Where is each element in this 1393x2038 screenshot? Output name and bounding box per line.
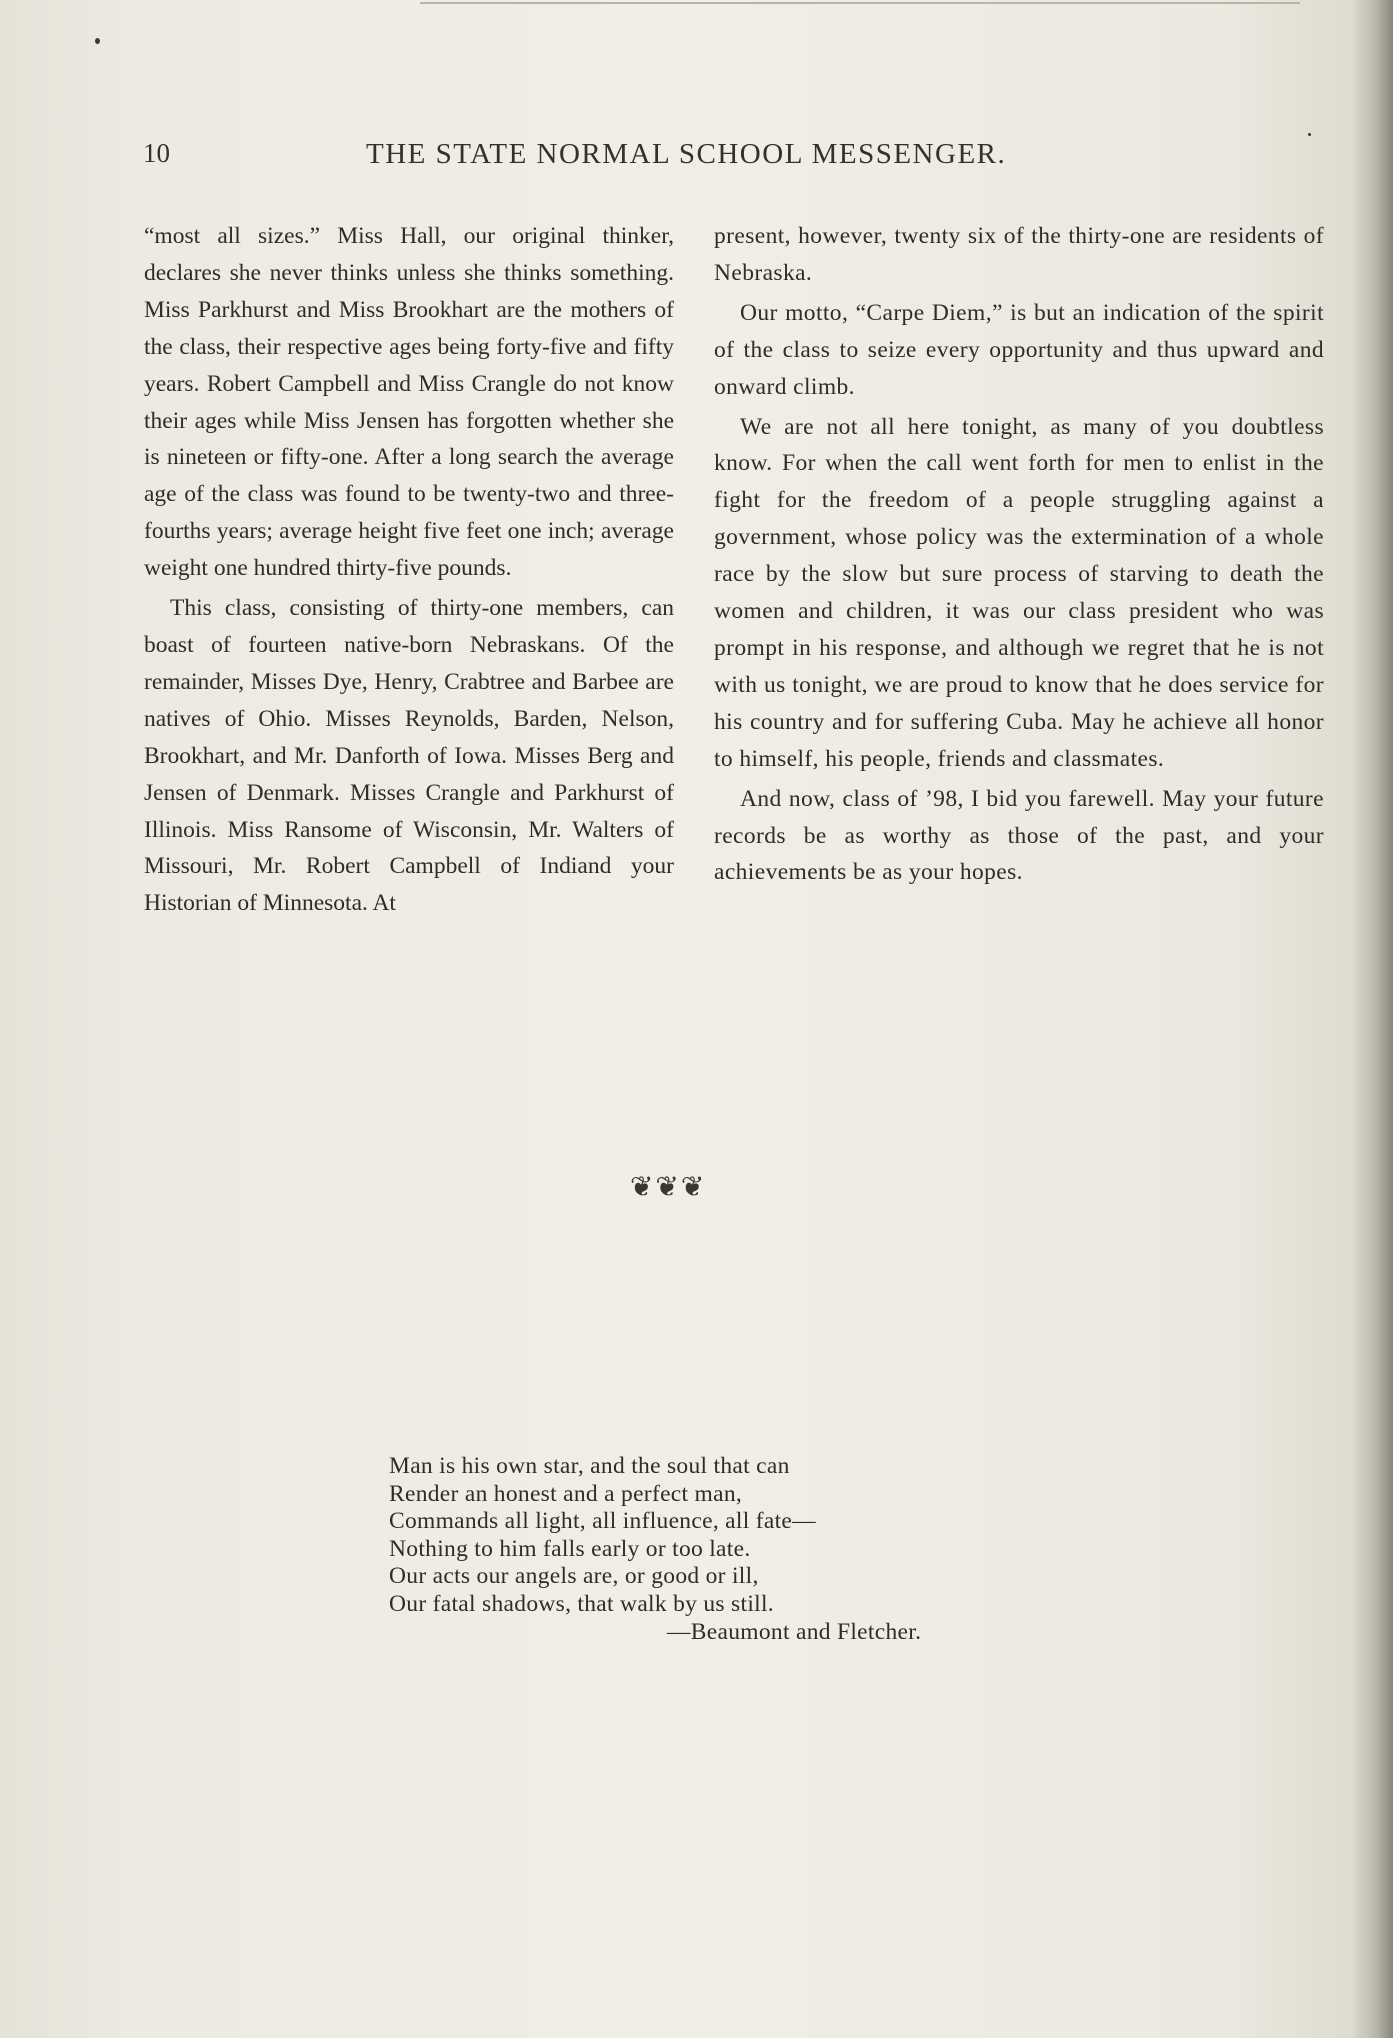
poem-line: Our acts our angels are, or good or ill, <box>389 1563 759 1590</box>
paragraph-farewell: And now, class of ’98, I bid you farewell. May your future records be as worthy as those of the past, and your achievements be as your hopes. <box>714 785 1324 886</box>
poem-line: Our fatal shadows, that walk by us still. <box>389 1590 774 1617</box>
poem-attribution: —Beaumont and Fletcher. <box>667 1618 922 1645</box>
paragraph: We are not all here tonight, as many of you doubtless know. For when the call went forth for men to enlist in the fight for the freedom of a people struggling against a government, whose policy was the extermination of a whole race by the slow but sure process of starving to death the women and children, it was our class president who was prompt in his response, and although we regret that he is not with us tonight, we are proud to know that he does service for his country and for suffering Cuba. May he achieve all honor to himself, his people, friends and classmates. <box>714 413 1324 772</box>
page-top-edge <box>420 2 1300 4</box>
poem-line: Commands all light, all influence, all fate— <box>389 1508 816 1535</box>
running-title: THE STATE NORMAL SCHOOL MESSENGER. <box>366 138 1007 170</box>
poem-line: Render an honest and a perfect man, <box>389 1480 743 1507</box>
page-right-edge-shadow <box>1351 0 1393 2038</box>
paragraph: present, however, twenty six of the thirty-one are residents of Nebraska. <box>714 223 1324 286</box>
page-number: 10 <box>143 138 170 168</box>
paragraph: “most all sizes.” Miss Hall, our original thinker, declares she never thinks unless she thinks something. Miss Parkhurst and Miss Brookhart are the mothers of the class, their respective ages being forty-five and fifty years. Robert Campbell and Miss Crangle do not know their ages while Miss Jensen has forgotten whether she is nineteen or fifty-one. After a long search the average age of the class was found to be twenty-two and three-fourths years; average height five feet one inch; average weight one hundred thirty-five pounds. <box>144 223 674 582</box>
poem <box>389 1453 1029 1646</box>
right-column <box>714 218 1324 894</box>
page-header <box>0 138 1393 178</box>
paragraph-motto: Our motto, “Carpe Diem,” is but an indication of the spirit of the class to seize every opportunity and thus upward and onward climb. <box>714 299 1324 400</box>
fleuron-ornament: ❦❦❦ <box>630 1170 707 1203</box>
paragraph: This class, consisting of thirty-one members, can boast of fourteen native-born Nebraskans. Of the remainder, Misses Dye, Henry, Crabtree and Barbee are natives of Ohio. Misses Reynolds, Barden, Nelson, Brookhart, and Mr. Danforth of Iowa. Misses Berg and Jensen of Denmark. Misses Crangle and Parkhurst of Illinois. Miss Ransome of Wisconsin, Mr. Walters of Missouri, Mr. Robert Campbell of Indiand your Historian of Minnesota. At <box>144 595 674 917</box>
poem-line: Man is his own star, and the soul that can <box>389 1453 790 1479</box>
ink-speck <box>1308 133 1311 136</box>
ink-speck <box>95 38 100 44</box>
poem-line: Nothing to him falls early or too late. <box>389 1535 751 1562</box>
left-column <box>144 218 674 925</box>
